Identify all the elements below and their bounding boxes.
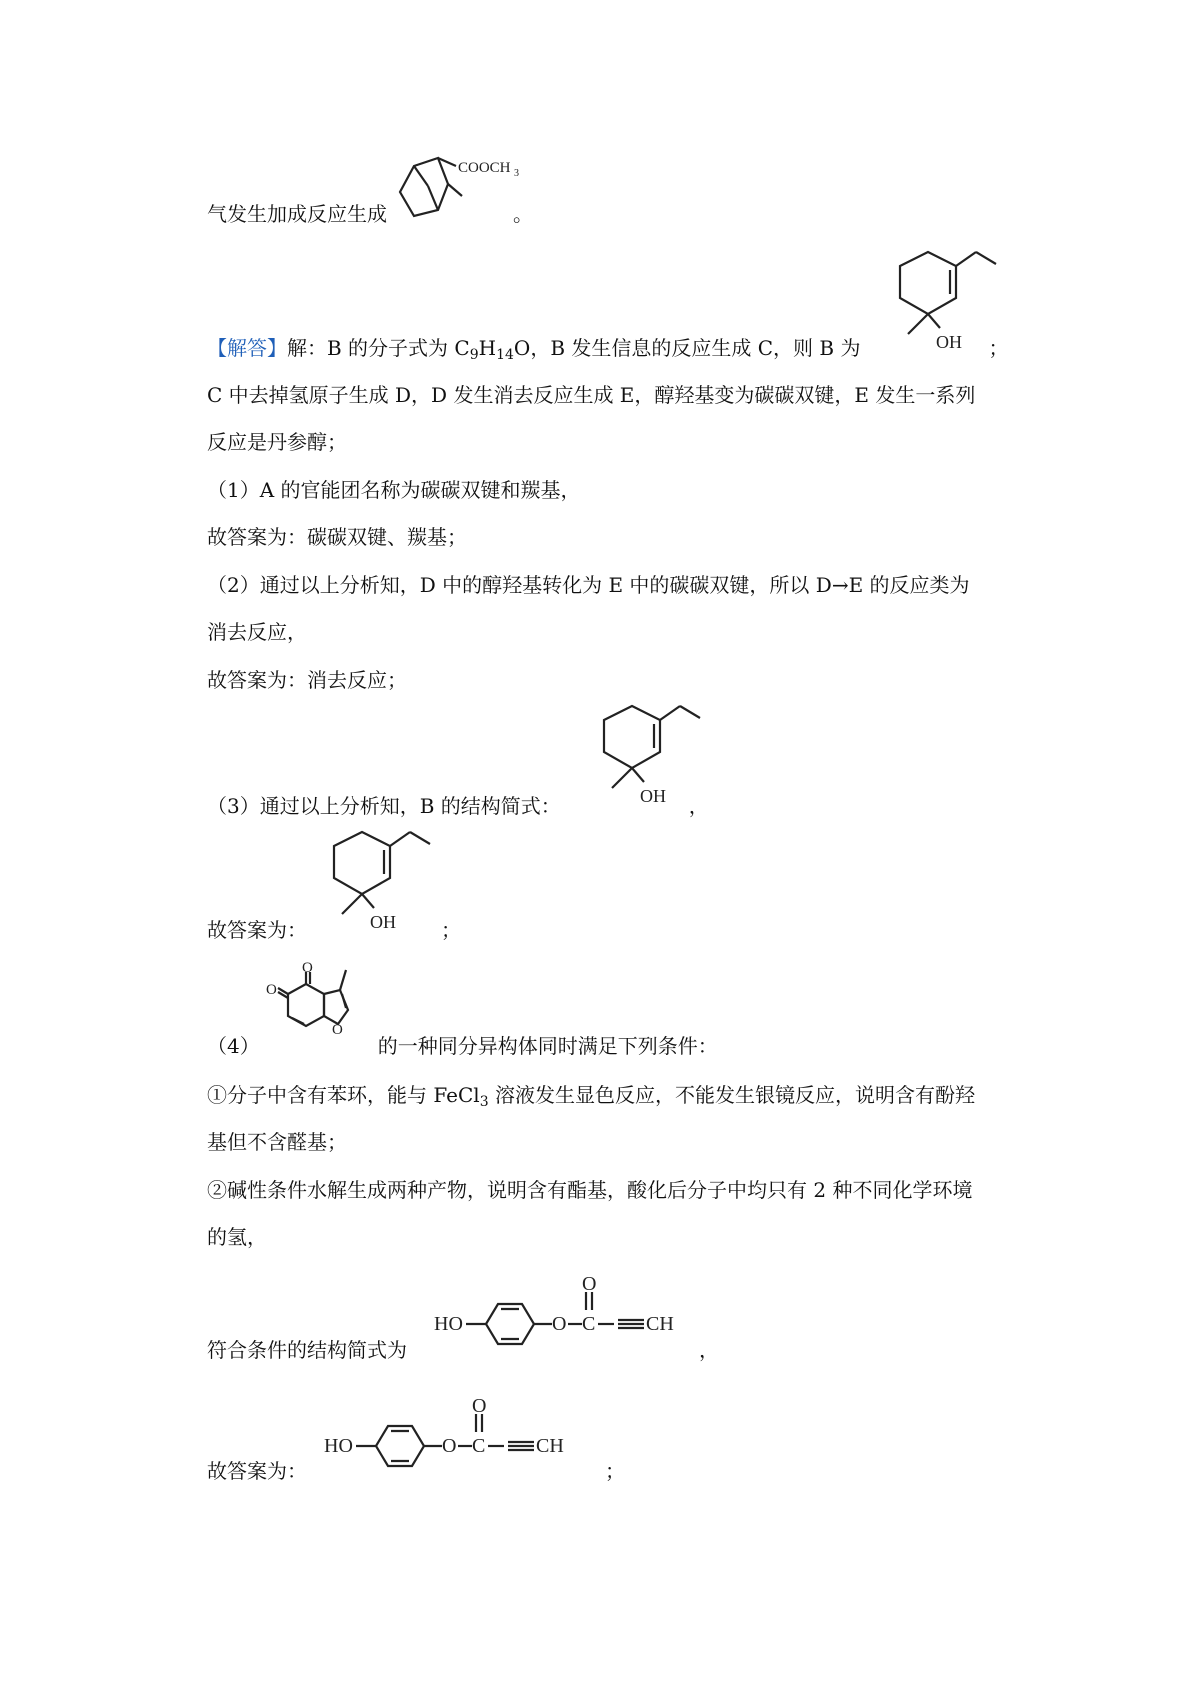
molecule-b-structure-1 <box>878 246 998 356</box>
o-label: O <box>332 1022 343 1038</box>
bicyclic-ester-structure <box>392 152 542 232</box>
o-label: O <box>266 982 277 998</box>
ester-subscript: 3 <box>514 168 519 179</box>
text-line-2: 【解答】解：B 的分子式为 $C_9H_{14}O$，B 发生信息的反应生成 C，则 B 为 ； <box>207 336 1009 363</box>
text-line-6: 故答案为：碳碳双键、羰基； <box>207 525 467 549</box>
o-label: O <box>442 1435 457 1457</box>
molecule-b-structure-2 <box>582 700 702 810</box>
text-line-8: 消去反应， <box>207 620 307 644</box>
hydroxyphenyl-propiolate-structure-1 <box>434 1273 704 1350</box>
text-line-1: 气发生加成反应生成 。 <box>207 202 533 226</box>
ch-label: CH <box>646 1313 674 1335</box>
c-label: C <box>472 1435 486 1457</box>
ho-label: HO <box>324 1435 353 1457</box>
ester-label: COOCH <box>458 160 511 176</box>
hydroxyphenyl-propiolate-structure-2 <box>324 1395 594 1472</box>
text-line-14: 基但不含醛基； <box>207 1130 347 1154</box>
o-label: O <box>302 960 313 976</box>
oh-label: OH <box>936 332 962 352</box>
text-line-3: C 中去掉氢原子生成 D，D 发生消去反应生成 E，醇羟基变为碳碳双键，E 发生一系列 <box>207 383 976 407</box>
benzofuranone-structure <box>262 962 382 1052</box>
answer-bracket: 【解答】 <box>207 336 287 360</box>
text-line-13: ①分子中含有苯环，能与 FeCl$_3$ 溶液发生显色反应，不能发生银镜反应，说明含有酚羟 <box>207 1083 975 1110</box>
o-label: O <box>582 1273 597 1295</box>
text-line-5: （1）A 的官能团名称为碳碳双键和羰基， <box>207 478 581 502</box>
text-line-12: （4） 的一种同分异构体同时满足下列条件： <box>207 1034 718 1058</box>
text-line-7: （2）通过以上分析知，D 中的醇羟基转化为 E 中的碳碳双键，所以 D→E 的反应类为 <box>207 573 970 597</box>
text-line-9: 故答案为：消去反应； <box>207 668 407 692</box>
text-line-17: 符合条件的结构简式为 ， <box>207 1338 719 1362</box>
ho-label: HO <box>434 1313 463 1335</box>
ch-label: CH <box>536 1435 564 1457</box>
molecule-b-structure-3 <box>312 826 432 936</box>
oh-label: OH <box>370 912 396 932</box>
oh-label: OH <box>640 786 666 806</box>
o-label: O <box>552 1313 567 1335</box>
text-line-18: 故答案为： ； <box>207 1459 625 1483</box>
text-line-15: ②碱性条件水解生成两种产物，说明含有酯基，酸化后分子中均只有 2 种不同化学环境 <box>207 1178 973 1202</box>
text-line-10: （3）通过以上分析知，B 的结构简式： ， <box>207 794 709 818</box>
text-line-4: 反应是丹参醇； <box>207 430 347 454</box>
text-line-16: 的氢， <box>207 1225 267 1249</box>
o-label: O <box>472 1395 487 1417</box>
text-line-11: 故答案为： ； <box>207 918 461 942</box>
c-label: C <box>582 1313 596 1335</box>
